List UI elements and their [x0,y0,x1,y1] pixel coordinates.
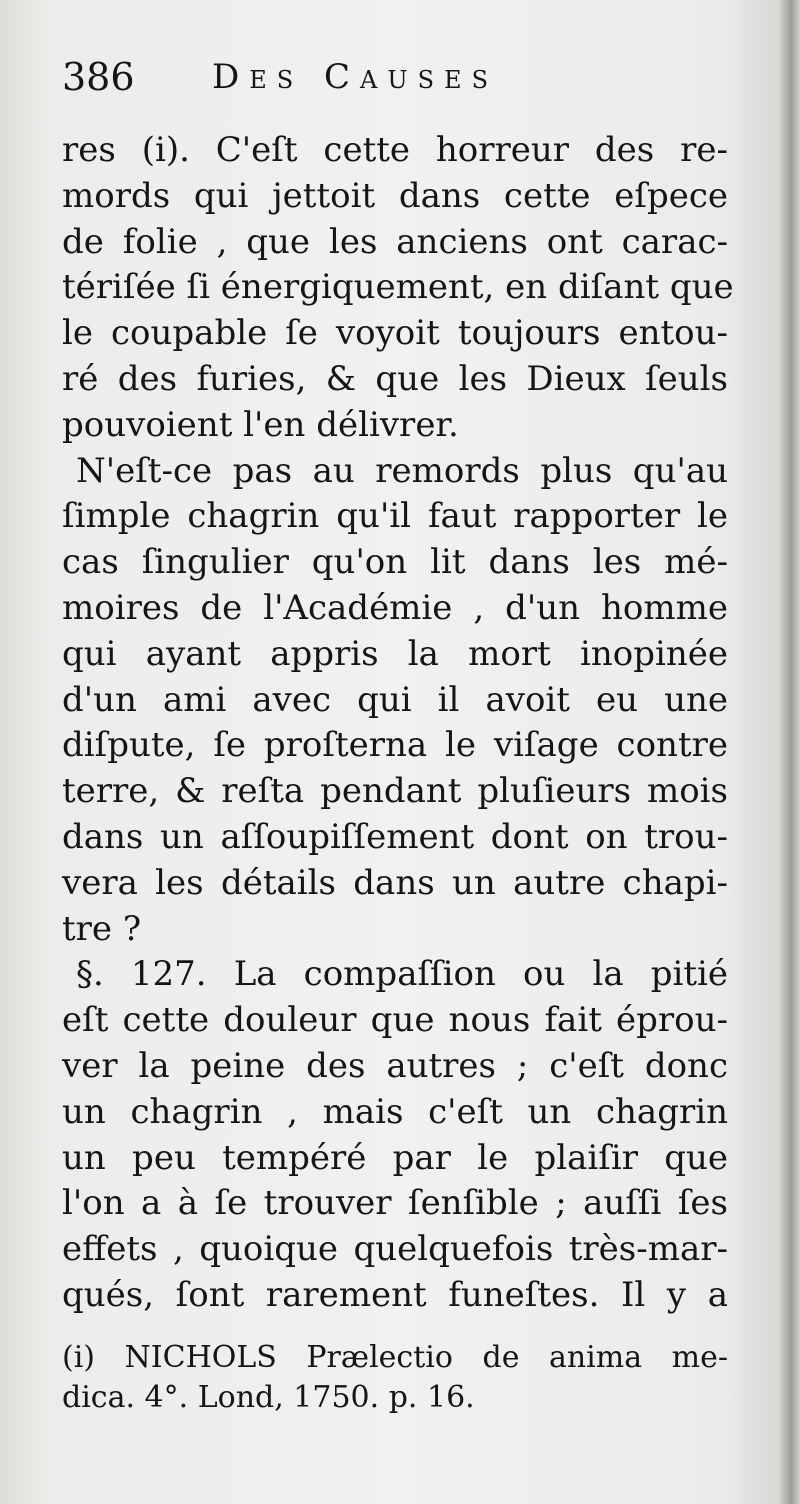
text-line: moires de l'Académie , d'un homme [62,587,728,628]
footnote-line: (i) NICHOLS Prælectio de anima me- [62,1340,728,1375]
text-line: N'eſt-ce pas au remords plus qu'au [76,450,728,491]
text-line: terre, & reſta pendant pluſieurs mois [62,771,728,812]
text-line: eſt cette douleur que nous fait éprou- [62,1000,728,1041]
body-text [62,128,734,1319]
running-title: Des Causes [212,57,499,97]
text-line: ſimple chagrin qu'il faut rapporter le [62,496,728,537]
page-edge-shadow [778,0,800,1504]
text-line: un chagrin , mais c'eſt un chagrin [62,1091,728,1132]
text-line: qui ayant appris la mort inopinée [62,633,728,674]
text-line: tériſée ſi énergiquement, en diſant que [62,267,734,308]
page-number: 386 [62,55,135,99]
footnote [62,1338,728,1418]
text-line: qués, ſont rarement funeſtes. Il y a [62,1274,728,1315]
text-line: d'un ami avec qui il avoit eu une [62,679,728,720]
text-line: pouvoient l'en délivrer. [62,404,459,445]
text-line: cas ſingulier qu'on lit dans les mé- [62,542,728,583]
page-header [62,52,622,102]
text-line: tre ? [62,908,142,949]
text-line: ré des furies, & que les Dieux ſeuls [62,358,728,399]
text-line: l'on a à ſe trouver ſenſible ; auſſi ſes [62,1183,728,1224]
text-line: vera les détails dans un autre chapi- [62,862,728,903]
text-line: res (i). C'eſt cette horreur des re- [62,130,728,170]
text-line: dans un aſſoupiſſement dont on trou- [62,816,728,857]
text-line: effets , quoique quelquefois très-mar- [62,1229,728,1270]
footnote-line: dica. 4°. Lond, 1750. p. 16. [62,1380,475,1415]
text-line: mords qui jettoit dans cette eſpece [62,175,728,216]
text-line: §. 127. La compaſſion ou la pitié [76,954,728,995]
text-line: un peu tempéré par le plaiſir que [62,1137,728,1178]
text-line: de folie , que les anciens ont carac- [62,221,728,262]
text-line: diſpute, ſe proſterna le viſage contre [62,725,728,766]
text-line: ver la peine des autres ; c'eſt donc [62,1045,728,1086]
text-line: le coupable ſe voyoit toujours entou- [62,313,728,354]
